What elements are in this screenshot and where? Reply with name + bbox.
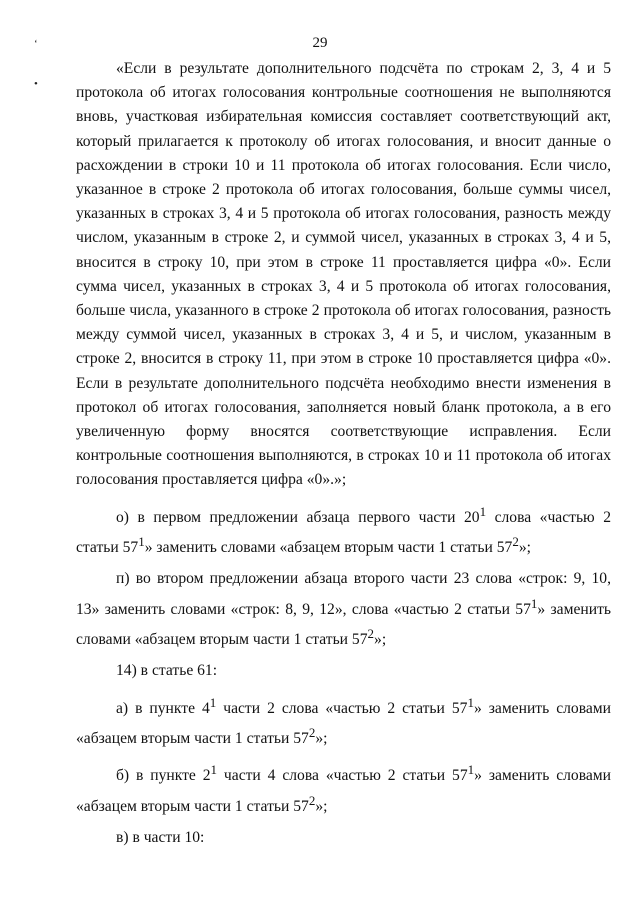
paragraph-item-a — [76, 691, 611, 752]
superscript: 1 — [530, 595, 538, 611]
paragraph-text: части 2 слова «частью 2 статьи 57 — [216, 699, 468, 717]
paragraph-text: » заменить словами «абзацем вторым части 1 статьи 57 — [76, 600, 611, 649]
paragraph-text: п) во втором предложении абзаца второго части 23 слова «строк: 9, 10, 13» заменить словами «строк: 8, 9, 12», слова «частью 2 статьи 57 — [76, 570, 611, 618]
margin-mark: • — [34, 78, 38, 90]
paragraph-text: 14) в статье 61: — [116, 662, 218, 680]
superscript: 2 — [367, 626, 375, 642]
paragraph-text: »; — [374, 631, 387, 649]
paragraph-text: о) в первом предложении абзаца первого части 20 — [116, 508, 480, 526]
paragraph-text: »; — [315, 797, 328, 815]
superscript: 1 — [210, 762, 218, 778]
paragraph-text: б) в пункте 2 — [116, 767, 211, 785]
paragraph-text: «Если в результате дополнительного подсчёта по строкам 2, 3, 4 и 5 протокола об итогах голосования контрольные соотношения не выполняются вновь, участковая избирательная комиссия составляет соответствующий акт, который прилагается к протоколу об итогах голосования, и вносит данные о расхождении в строки 10 и 11 протокола об итогах голосования. Если число, указанное в строке 2 протокола об итогах голосования, больше суммы чисел, указанных в строках 3, 4 и 5 протокола об итогах голосования, разность между числом, указанным в строке 2, и суммой чисел, указанных в строках 3, 4 и 5, вносится в строку 10, при этом в строке 11 проставляется цифра «0». Если сумма чисел, указанных в строках 3, 4 и 5 протокола об итогах голосования, больше числа, указанного в строке 2 протокола об итогах голосования, разность между суммой чисел, указанных в строках 3, 4 и 5, и числом, указанным в строке 2, вносится в строку 11, при этом в строке 10 проставляется цифра «0». Если в результате дополнительного подсчёта необходимо внести изменения в протокол об итогах голосования, заполняется новый бланк протокола, а в его увеличенную форму вносятся соответствующие исправления. Если контрольные соотношения выполняются, в строках 10 и 11 протокола об итогах голосования проставляется цифра «0».»; — [76, 60, 611, 489]
superscript: 1 — [138, 534, 145, 550]
paragraph-text: » заменить словами «абзацем вторым части 1 статьи 57 — [144, 539, 513, 557]
paragraph-text: » заменить словами «абзацем вторым части 1 статьи 57 — [76, 699, 611, 748]
paragraph-text: слова «частью 2 статьи 57 — [76, 508, 611, 557]
margin-mark: ‘ — [34, 38, 38, 50]
superscript: 2 — [512, 534, 519, 550]
paragraph-text: » заменить словами «абзацем вторым части 1 статьи 57 — [76, 767, 611, 815]
paragraph-item-v — [76, 826, 611, 850]
superscript: 2 — [308, 725, 316, 741]
superscript: 1 — [479, 503, 487, 519]
paragraph-item-14 — [76, 659, 611, 683]
paragraph-item-p — [76, 567, 611, 652]
paragraph-text: а) в пункте 4 — [116, 699, 210, 717]
paragraph-text: части 4 слова «частью 2 статьи 57 — [217, 767, 468, 785]
paragraph-text: »; — [518, 539, 531, 557]
paragraph-quoted-amendment — [76, 57, 611, 493]
superscript: 2 — [308, 792, 316, 808]
document-body — [76, 57, 611, 850]
superscript: 1 — [209, 694, 217, 710]
paragraph-text: в) в части 10: — [116, 829, 205, 847]
superscript: 1 — [467, 694, 474, 710]
superscript: 1 — [467, 762, 475, 778]
paragraph-item-o — [76, 500, 611, 561]
page-number: 29 — [312, 35, 328, 51]
paragraph-item-b — [76, 758, 611, 819]
paragraph-text: »; — [315, 730, 328, 748]
